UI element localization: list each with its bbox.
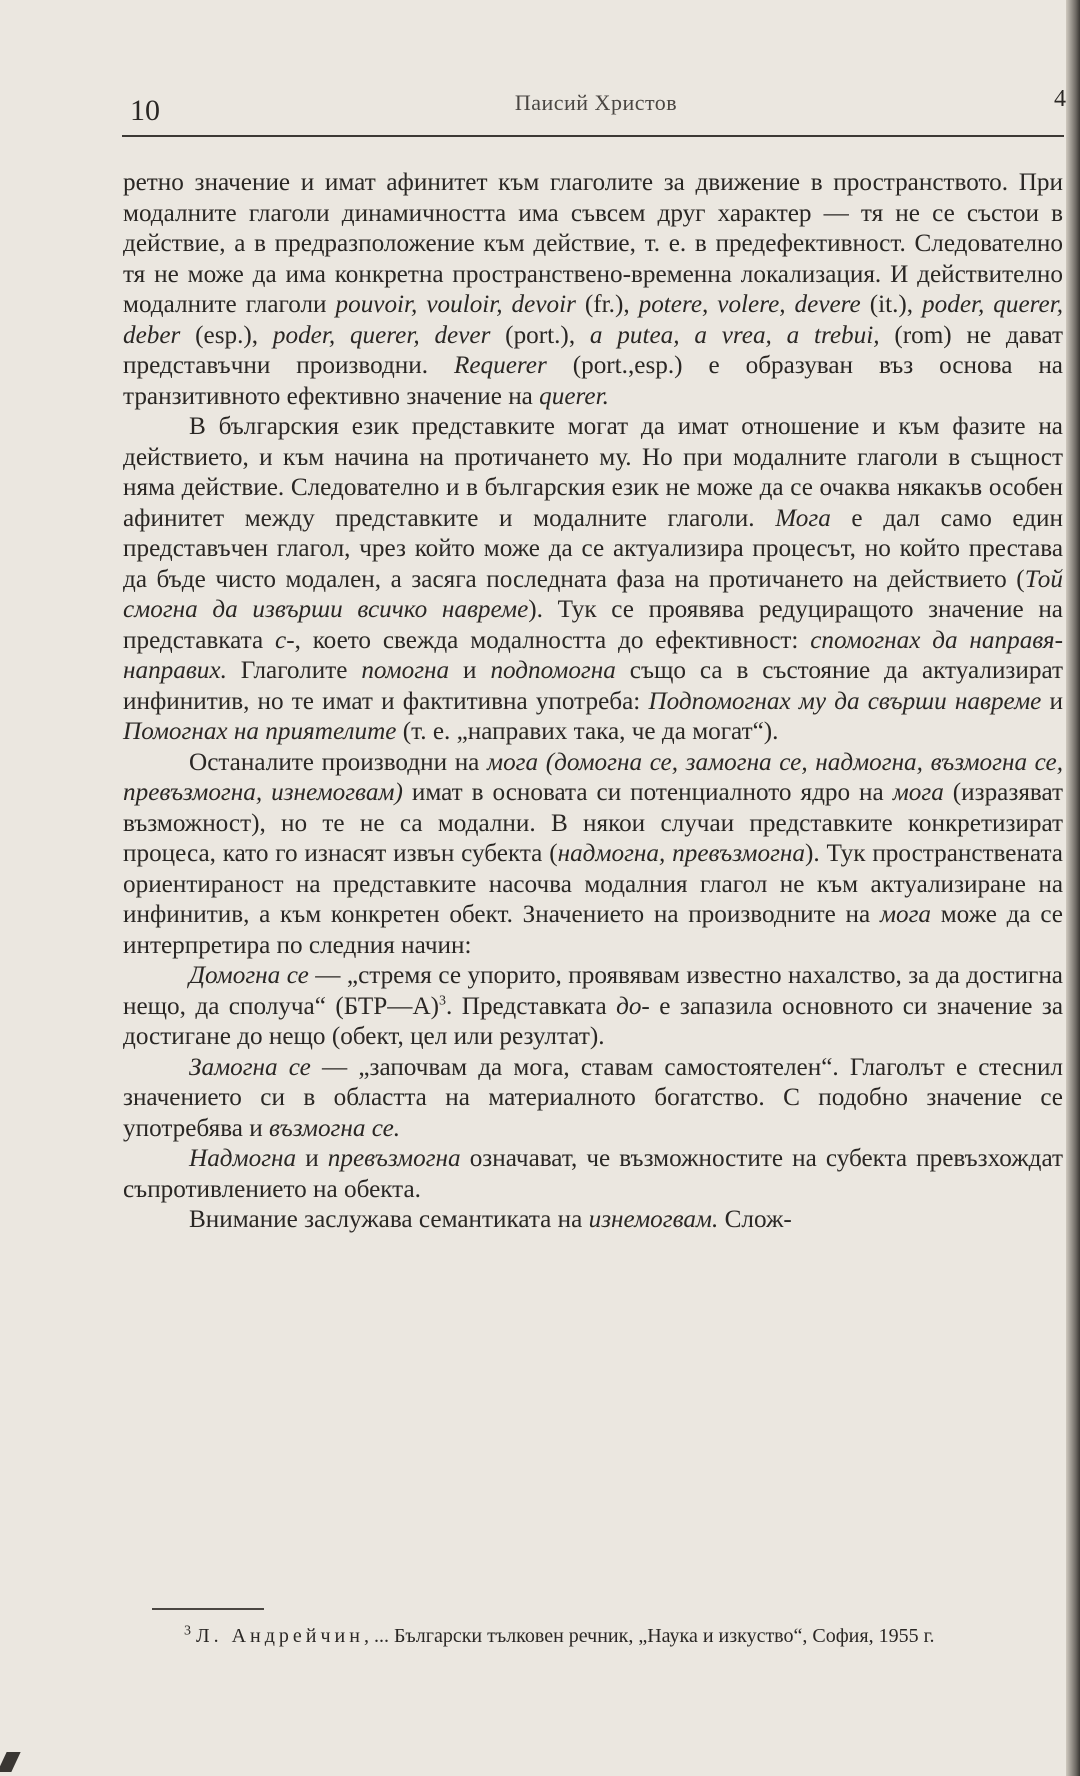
italic-text: мога (892, 779, 944, 806)
italic-text: мога (879, 901, 932, 928)
paragraph (123, 412, 1063, 748)
italic-text: Замогна се (189, 1053, 311, 1081)
paragraph (123, 961, 1063, 1053)
text-run: В българския език представките могат да имат отношение и към фазите на действието, и към начина на протичането му. Но при модалните глаголи в същност няма действие. Следователно и в българския език не може да се очаква някакъв особен афинитет между представките и модалните глаголи. (123, 413, 1063, 532)
italic-text: poder, querer, dever (272, 321, 491, 349)
body-text (123, 168, 1063, 1236)
italic-text: спомогнах да направя-направих. (123, 626, 1063, 684)
text-run: Внимание заслужава семантиката на (189, 1206, 589, 1233)
footnote (152, 1622, 1058, 1650)
footnote-ref: 3 (439, 993, 447, 1009)
italic-text: pouvoir, vouloir, devoir (335, 291, 576, 318)
text-run: (изразяват възможност), но те не са модални. В някои случаи представките конкретизират процеса, като го изнасят извън субекта ( (123, 779, 1063, 867)
text-run: (port.), (490, 321, 590, 349)
footnote-author: Л. Андрейчин (196, 1625, 364, 1647)
italic-text: Надмогна (189, 1145, 297, 1172)
italic-text: до- (616, 992, 650, 1020)
italic-text: подпомогна (490, 657, 616, 684)
header-rule (122, 135, 1064, 137)
footnote-reference: , ... Български тълковен речник, „Наука и изкуство“, София, 1955 г. (363, 1625, 935, 1647)
text-run: . Представката (446, 992, 617, 1020)
text-run: (fr.), (575, 291, 639, 318)
text-run: означават, че възможностите на субекта превъзхождат съпротивлението на обекта. (123, 1145, 1063, 1203)
text-run: ретно значение и имат афинитет към глаголите за движение в пространството. При модалните глаголи динамичността има съвсем друг характер — тя не се състои в действие, а в предразположение към действие, т. е. в предефективност. Следователно тя не може да има конкретна пространствено-временна локализация. И действително модалните глаголи (123, 169, 1063, 318)
text-run: (port.,esp.) е образуван въз основа на транзитивното ефективно значение на (123, 352, 1063, 410)
text-run: Слож- (718, 1206, 792, 1233)
italic-text: Requerer (453, 352, 547, 379)
text-run: , което свежда модалността до ефективност: (294, 626, 811, 654)
italic-text: poder, querer, deber (123, 291, 1063, 349)
italic-text: възмогна се. (269, 1114, 401, 1142)
text-run: — „стремя се упорито, проявявам известно нахалство, за да достигна нещо, да сполуча“ (БТР—А) (123, 962, 1063, 1020)
text-run: също са в състояние да актуализират инфинитив, но те имат и фактитивна употреба: (123, 657, 1063, 715)
italic-text: Подпомогнах му да свърши навреме (648, 687, 1042, 715)
text-run: имат в основата си потенциалното ядро на (402, 779, 893, 806)
italic-text: Помогнах на приятелите (123, 718, 397, 745)
footnote-text (152, 1622, 1058, 1650)
text-run: е запазила основното си значение за достигане до нещо (обект, цел или резултат). (123, 992, 1063, 1050)
text-run: е дал само един представъчен глагол, чрез който може да се актуализира процесът, но който престава да бъде чисто модален, а засяга последната фаза на протичането на действието ( (123, 504, 1064, 593)
page-corner-mark (0, 1752, 21, 1772)
text-run: ). Тук се проявява редуциращото значение на представката (123, 596, 1063, 654)
page-edge-shadow (1066, 0, 1080, 1776)
text-run: и (296, 1145, 328, 1172)
italic-text: с- (275, 626, 295, 654)
paragraph (123, 1205, 1063, 1236)
italic-text: надмогна, превъзмогна (557, 840, 805, 867)
italic-text: a putea, a vrea, a trebui, (589, 321, 880, 349)
running-head: Паисий Христов (514, 90, 678, 115)
footnote-rule (152, 1608, 264, 1610)
italic-text: помогна (361, 657, 450, 684)
paragraph (123, 168, 1063, 412)
text-run: и (1041, 687, 1064, 715)
page-header (130, 84, 1066, 130)
text-run: Останалите производни на (189, 748, 487, 776)
italic-text: изнемогвам. (588, 1206, 719, 1233)
text-run: Глаголите (226, 657, 362, 684)
text-run: и (449, 657, 491, 684)
corner-mark: 4 (1054, 86, 1066, 112)
text-run: ). Тук пространствената ориентираност на представките насочва модалния глагол не към актуализиране на инфинитив, а към конкретен обект. Значението на производните на (123, 840, 1063, 928)
text-run: (rom) не дават представъчни производни. (123, 321, 1064, 379)
text-run: (esp.), (180, 321, 273, 349)
italic-text: querer. (539, 382, 609, 410)
italic-text: мога (домогна се, замогна се, надмогна, възмогна се, превъзмогна, изнемогвам) (123, 748, 1063, 806)
paragraph (123, 748, 1063, 962)
paragraph (123, 1053, 1063, 1145)
italic-text: превъзмогна (327, 1145, 461, 1172)
italic-text: Мога (775, 504, 831, 532)
paragraph (123, 1144, 1063, 1205)
text-run: (it.), (860, 291, 923, 318)
text-run: — „започвам да мога, ставам самостоятелен“. Глаголът е стеснил значението си в областта на материалното богатство. С подобно значение се употребява и (123, 1053, 1063, 1142)
footnote-number: 3 (184, 1623, 191, 1639)
italic-text: Домогна се (189, 962, 309, 989)
text-run: може да се интерпретира по следния начин: (123, 901, 1063, 959)
page-number: 10 (130, 94, 160, 127)
italic-text: Той смогна да извърши всичко навреме (123, 565, 1063, 623)
text-run: (т. е. „направих така, че да могат“). (396, 718, 779, 745)
italic-text: potere, volere, devere (638, 291, 861, 318)
